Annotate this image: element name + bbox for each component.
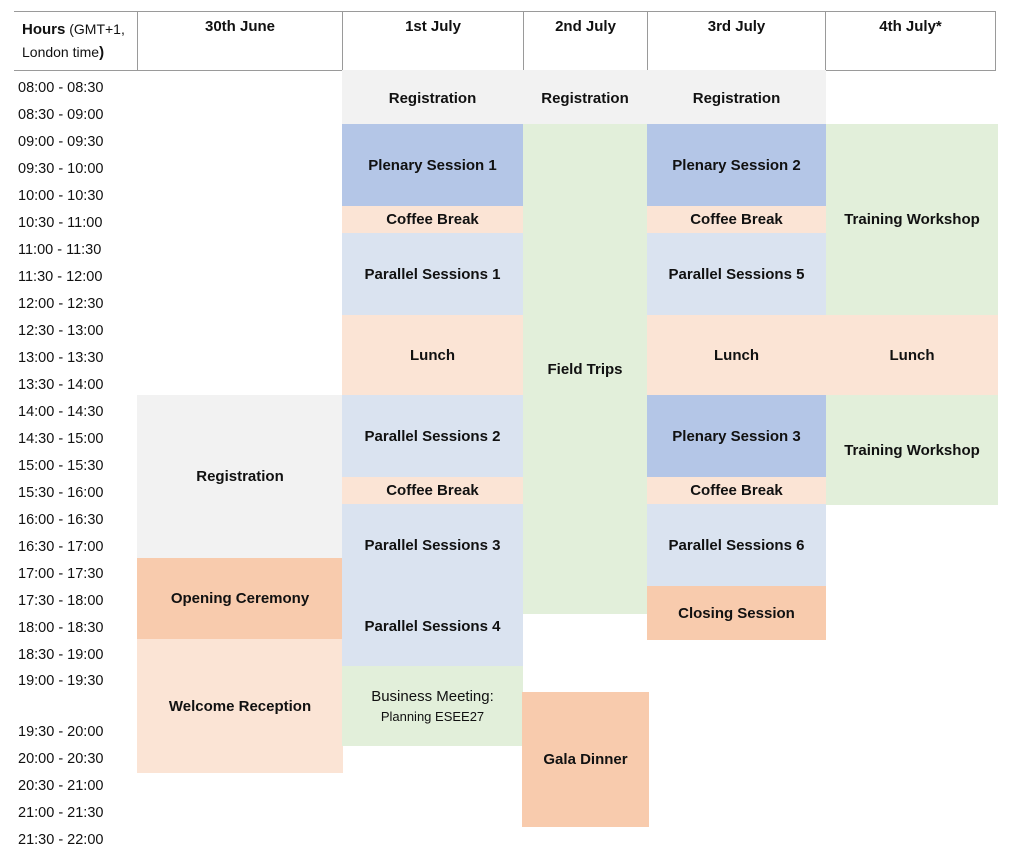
june30-welcome-reception [137, 639, 343, 773]
june30-registration [137, 395, 343, 558]
time-slot: 18:00 - 18:30 [18, 620, 104, 636]
june30-opening-ceremony [137, 558, 343, 639]
july2-registration [523, 70, 647, 124]
day-header-july2: 2nd July [555, 18, 616, 35]
event-label: Lunch [410, 346, 455, 364]
event-label: Parallel Sessions 1 [364, 265, 501, 283]
july3-parallel-sessions-6 [647, 504, 826, 586]
hours-header [22, 12, 136, 70]
time-slot: 11:30 - 12:00 [18, 269, 103, 285]
time-slot: 11:00 - 11:30 [18, 242, 102, 258]
july1-registration [342, 70, 523, 124]
event-label: Training Workshop [844, 441, 980, 459]
hours-close-paren: ) [99, 44, 105, 61]
july1-plenary-session-1 [342, 124, 523, 206]
event-label: Coffee Break [386, 482, 479, 499]
event-label: Plenary Session 3 [672, 427, 801, 445]
time-slot: 13:00 - 13:30 [18, 350, 104, 366]
july3-plenary-session-3 [647, 395, 826, 477]
day-header-july4: 4th July* [879, 18, 942, 35]
day-header-july3: 3rd July [707, 18, 766, 35]
july1-lunch [342, 315, 523, 395]
event-label: Gala Dinner [543, 751, 628, 768]
event-label: Registration [196, 468, 284, 485]
event-label: Registration [388, 90, 477, 107]
event-label: Coffee Break [690, 211, 783, 228]
time-slot: 09:00 - 09:30 [18, 134, 104, 150]
event-label: Coffee Break [386, 211, 479, 228]
event-label: Registration [541, 89, 629, 107]
july4-training-workshop-2 [826, 395, 998, 505]
july2-field-trips [523, 124, 647, 614]
event-label: Parallel Sessions 3 [364, 536, 501, 554]
event-sublabel: Planning ESEE27 [380, 709, 485, 724]
hours-timezone: (GMT+1, [69, 21, 125, 37]
july4-lunch [826, 315, 998, 395]
event-label: Closing Session [678, 604, 795, 622]
time-slot: 19:30 - 20:00 [18, 724, 104, 740]
event-label: Lunch [889, 346, 935, 364]
time-slot: 20:00 - 20:30 [18, 751, 104, 767]
time-slot: 08:30 - 09:00 [18, 107, 104, 123]
july3-coffee-break-2 [647, 477, 826, 504]
july3-lunch [647, 315, 826, 395]
event-label: Registration [692, 89, 781, 107]
time-slot: 17:00 - 17:30 [18, 566, 104, 582]
time-slot: 08:00 - 08:30 [18, 80, 104, 96]
time-slot: 15:00 - 15:30 [18, 458, 104, 474]
hours-label: Hours [22, 21, 66, 38]
event-label: Business Meeting: [371, 688, 494, 705]
time-slot: 09:30 - 10:00 [18, 161, 104, 177]
day-header-july1: 1st July [405, 18, 461, 35]
time-slot: 12:30 - 13:00 [18, 323, 104, 339]
july2-gala-dinner [522, 692, 649, 827]
event-label: Coffee Break [690, 482, 783, 499]
july1-parallel-sessions-2 [342, 395, 523, 477]
header-divider [995, 11, 996, 71]
time-slot: 10:00 - 10:30 [18, 188, 104, 204]
time-slot: 13:30 - 14:00 [18, 377, 104, 393]
time-slot: 21:30 - 22:00 [18, 832, 104, 848]
july1-business-meeting [342, 666, 523, 746]
july1-parallel-sessions-1 [342, 233, 523, 315]
time-slot: 18:30 - 19:00 [18, 647, 104, 663]
time-slot: 12:00 - 12:30 [18, 296, 104, 312]
time-slot: 16:30 - 17:00 [18, 539, 104, 555]
july3-closing-session [647, 586, 826, 640]
july1-parallel-sessions-4 [342, 586, 523, 666]
event-label: Lunch [714, 346, 759, 364]
event-label: Opening Ceremony [170, 590, 310, 607]
event-label: Parallel Sessions 4 [364, 617, 501, 635]
time-slot: 14:00 - 14:30 [18, 404, 104, 420]
time-slot: 14:30 - 15:00 [18, 431, 104, 447]
event-label: Field Trips [547, 360, 623, 378]
time-slot: 20:30 - 21:00 [18, 778, 104, 794]
event-label: Parallel Sessions 6 [668, 536, 805, 554]
time-slot: 16:00 - 16:30 [18, 512, 104, 528]
time-slot: 10:30 - 11:00 [18, 215, 103, 231]
july1-coffee-break-1 [342, 206, 523, 233]
july1-parallel-sessions-3 [342, 504, 523, 586]
event-label: Welcome Reception [168, 697, 312, 715]
july3-registration [647, 70, 826, 124]
time-slot: 15:30 - 16:00 [18, 485, 104, 501]
july3-parallel-sessions-5 [647, 233, 826, 315]
hours-timezone-line2: London time [22, 44, 100, 60]
event-label: Parallel Sessions 5 [668, 265, 805, 283]
july1-coffee-break-2 [342, 477, 523, 504]
time-slot: 21:00 - 21:30 [18, 805, 104, 821]
event-label: Plenary Session 1 [368, 156, 497, 174]
event-label: Plenary Session 2 [672, 156, 801, 174]
event-label: Training Workshop [844, 211, 980, 228]
time-slot: 19:00 - 19:30 [18, 673, 104, 689]
july3-plenary-session-2 [647, 124, 826, 206]
time-slot: 17:30 - 18:00 [18, 593, 104, 609]
july3-coffee-break-1 [647, 206, 826, 233]
event-label: Parallel Sessions 2 [364, 427, 501, 445]
day-header-june30: 30th June [204, 18, 276, 35]
july4-training-workshop-1 [826, 124, 998, 315]
